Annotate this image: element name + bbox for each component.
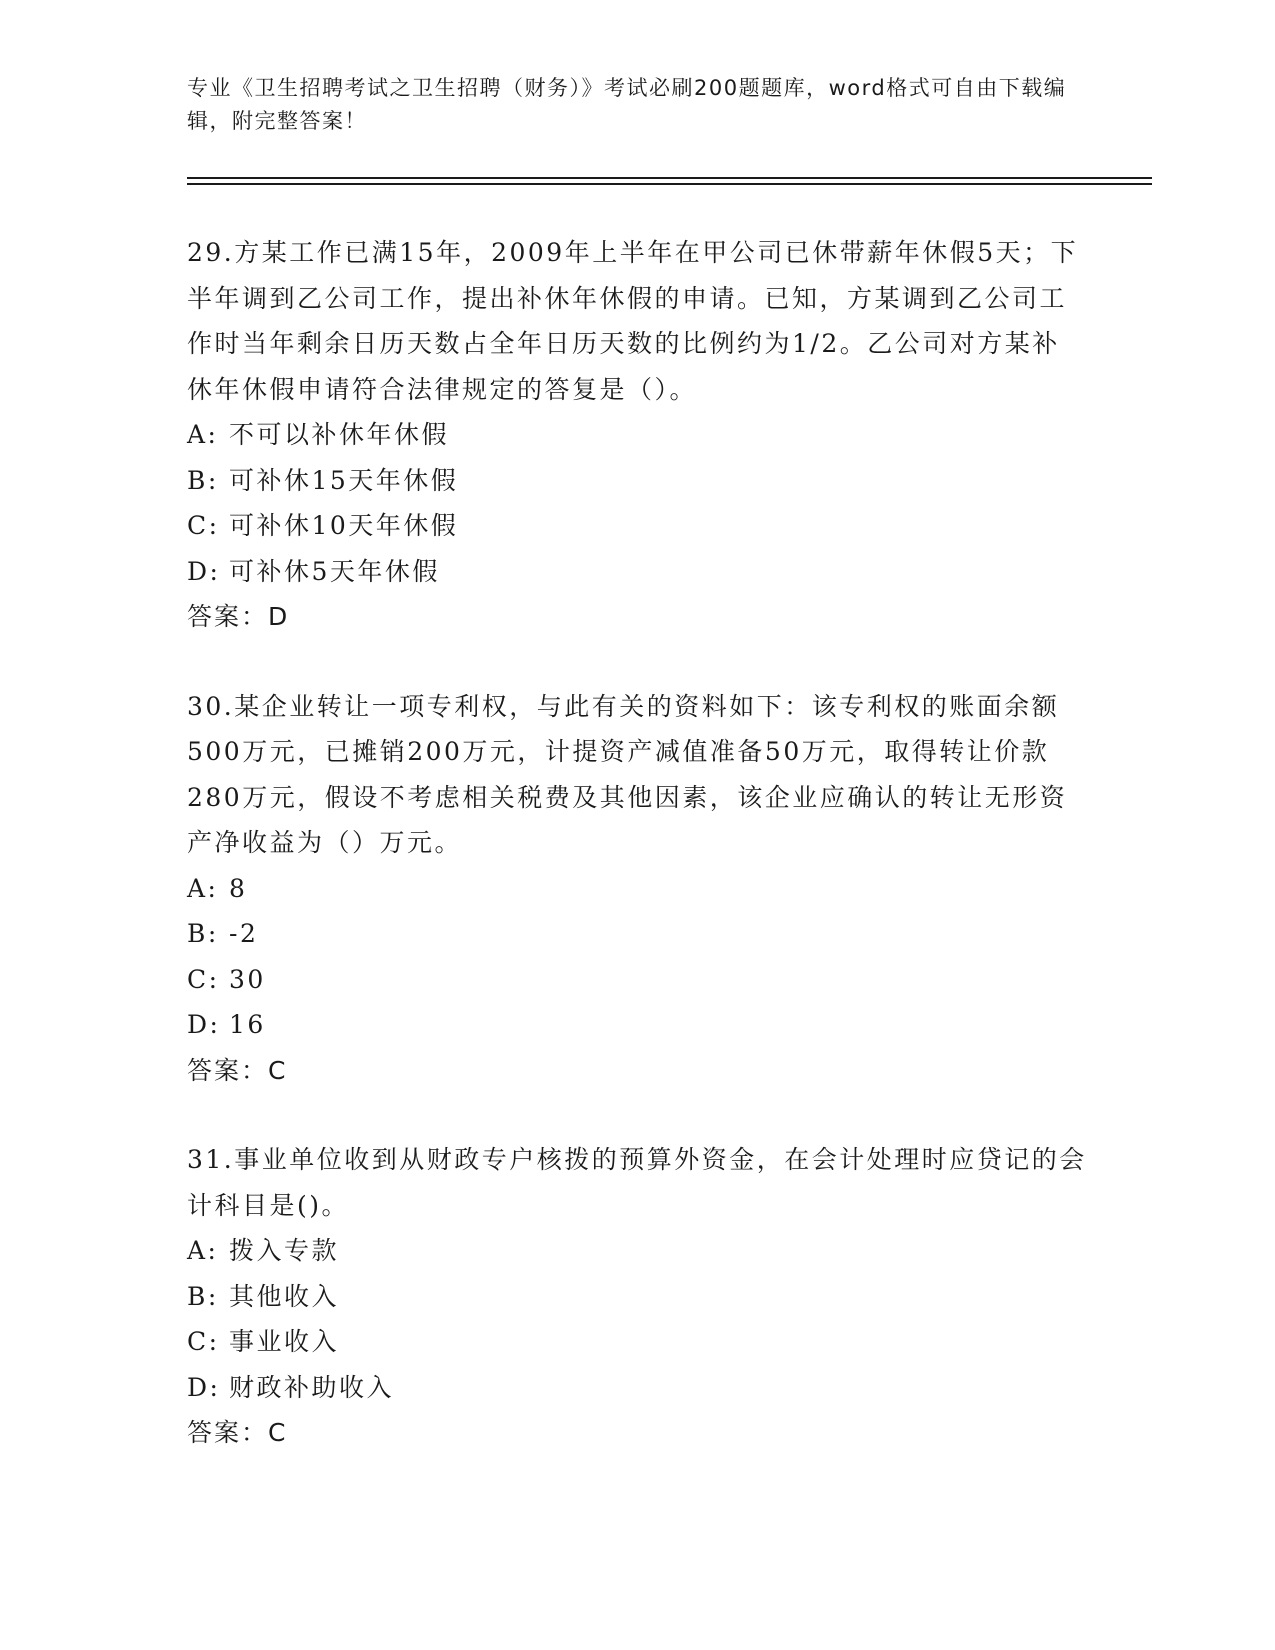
option-d <box>187 1002 1087 1048</box>
option-letter: C: <box>187 1327 220 1356</box>
option-a <box>187 412 1087 458</box>
option-a <box>187 1228 1087 1274</box>
option-c <box>187 957 1087 1003</box>
answer-line: 答案：D <box>187 602 290 631</box>
option-text: 可补休15天年休假 <box>229 465 459 495</box>
document-header: 专业《卫生招聘考试之卫生招聘（财务）》考试必刷200题题库，word格式可自由下载编辑，附完整答案！ <box>187 76 1067 133</box>
option-text: 拨入专款 <box>229 1236 340 1265</box>
option-letter: C: <box>187 511 220 540</box>
question-30 <box>187 684 1087 1094</box>
question-list <box>187 230 1087 1500</box>
option-text: 不可以补休年休假 <box>229 420 450 449</box>
question-31 <box>187 1137 1087 1456</box>
option-letter: A: <box>187 873 219 903</box>
option-text: 可补休5天年休假 <box>229 556 440 586</box>
option-letter: D: <box>187 1372 221 1402</box>
question-stem: 31.事业单位收到从财政专户核拨的预算外资金，在会计处理时应贷记的会计科目是()。 <box>187 1145 1087 1220</box>
option-list <box>187 1228 1087 1410</box>
option-list <box>187 412 1087 594</box>
option-b <box>187 458 1087 504</box>
option-c <box>187 503 1087 549</box>
option-a <box>187 866 1087 912</box>
option-text: 其他收入 <box>229 1281 340 1311</box>
question-29 <box>187 230 1087 640</box>
option-d <box>187 1365 1087 1411</box>
header-divider-bottom <box>187 183 1152 185</box>
option-letter: A: <box>187 1236 219 1265</box>
option-letter: A: <box>187 420 219 449</box>
option-text: -2 <box>229 919 259 948</box>
option-text: 事业收入 <box>229 1327 340 1356</box>
option-text: 8 <box>229 873 248 903</box>
option-letter: B: <box>187 1281 219 1311</box>
option-letter: B: <box>187 465 219 495</box>
option-b <box>187 1274 1087 1320</box>
option-list <box>187 866 1087 1048</box>
option-d <box>187 549 1087 595</box>
option-letter: D: <box>187 1010 221 1039</box>
question-stem: 30.某企业转让一项专利权，与此有关的资料如下：该专利权的账面余额500万元，已摊销200万元，计提资产减值准备50万元，取得转让价款280万元，假设不考虑相关税费及其他因素，该企业应确认的转让无形资产净收益为（）万元。 <box>187 691 1068 857</box>
option-letter: D: <box>187 556 221 586</box>
answer-line: 答案：C <box>187 1418 288 1447</box>
option-b <box>187 911 1087 957</box>
option-text: 16 <box>229 1010 266 1039</box>
answer-line: 答案：C <box>187 1055 288 1085</box>
option-text: 财政补助收入 <box>229 1372 395 1402</box>
option-letter: B: <box>187 919 219 948</box>
option-text: 可补休10天年休假 <box>229 511 459 540</box>
option-c <box>187 1319 1087 1365</box>
question-stem: 29.方某工作已满15年，2009年上半年在甲公司已休带薪年休假5天；下半年调到乙公司工作，提出补休年休假的申请。已知，方某调到乙公司工作时当年剩余日历天数占全年日历天数的比例约为1/2。乙公司对方某补休年休假申请符合法律规定的答复是（）。 <box>187 238 1079 404</box>
option-letter: C: <box>187 964 220 994</box>
option-text: 30 <box>229 964 266 994</box>
header-divider-top <box>187 177 1152 179</box>
